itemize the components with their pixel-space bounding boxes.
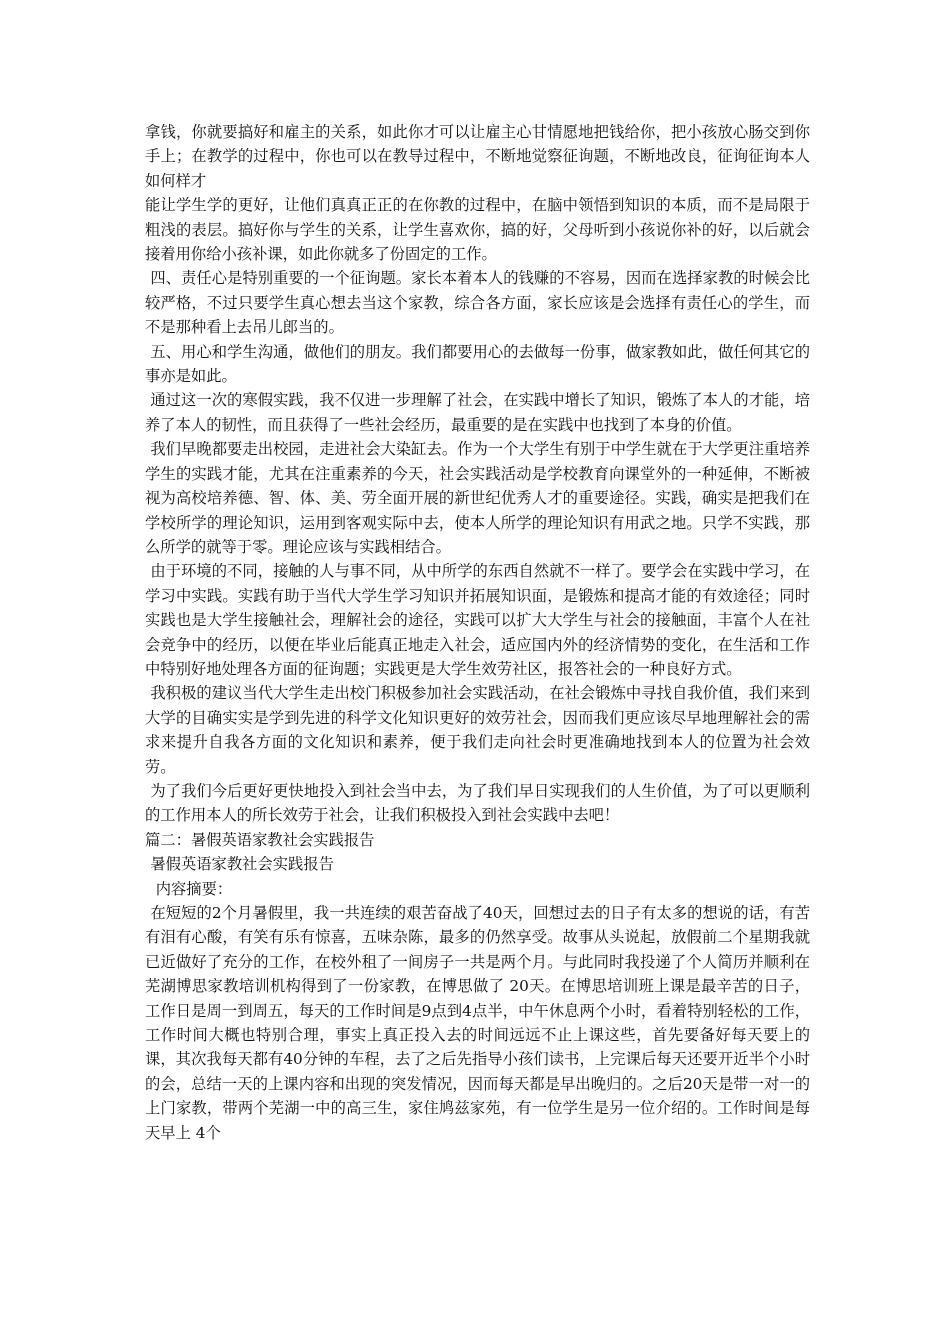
document-page — [145, 120, 810, 1145]
paragraph-1: 拿钱，你就要搞好和雇主的关系，如此你才可以让雇主心甘情愿地把钱给你，把小孩放心肠交到你手上；在教学的过程中，你也可以在教导过程中，不断地觉察征询题，不断地改良，征询征询本人如何样才 — [145, 123, 810, 190]
paragraph-summer-story: 在短短的2个月暑假里，我一共连续的艰苦奋战了40天，回想过去的日子有太多的想说的话，有苦有泪有心酸，有笑有乐有惊喜，五味杂陈，最多的仍然享受。故事从头说起，放假前二个星期我就已近做好了充分的工作，在校外租了一间房子一共是两个月。与此同时我投递了个人简历并顺利在芜湖博思家教培训机构得到了一份家教，在博思做了 20天。在博思培训班上课是最辛苦的日子，工作日是周一到周五，每天的工作时间是9点到4点半，中午休息两个小时，看着特别轻松的工作，工作时间大概也特别合理，事实上真正投入去的时间远远不止上课这些，首先要备好每天要上的课，其次我每天都有40分钟的车程，去了之后先指导小孩们读书，上完课后每天还要开近半个小时的会，总结一天的上课内容和出现的突发情况，因而每天都是早出晚归的。之后20天是带一对一的上门家教，带两个芜湖一中的高三生，家住鸠兹家苑，有一位学生是另一位介绍的。工作时间是每天早上 4个 — [145, 904, 810, 1142]
paragraph-responsibility: 四、责任心是特别重要的一个征询题。家长本着本人的钱赚的不容易，因而在选择家教的时候会比较严格，不过只要学生真心想去当这个家教，综合各方面，家长应该是会选择有责任心的学生，而不是那种看上去吊儿郎当的。 — [145, 269, 810, 337]
paragraph-suggestion: 我积极的建议当代大学生走出校门积极参加社会实践活动，在社会锻炼中寻找自我价值，我们来到大学的目确实实是学到先进的科学文化知识更好的效劳社会，因而我们更应该尽早地理解社会的需求来提升自我各方面的文化知识和素养，便于我们走向社会时更准确地找到本人的位置为社会效劳。 — [145, 684, 810, 776]
paragraph-winter-practice: 通过这一次的寒假实践，我不仅进一步理解了社会，在实践中增长了知识，锻炼了本人的才能，培养了本人的韧性，而且获得了一些社会经历，最重要的是在实践中也找到了本身的价值。 — [145, 391, 810, 434]
paragraph-communication: 五、用心和学生沟通，做他们的朋友。我们都要用心的去做每一份事，做家教如此，做任何其它的事亦是如此。 — [145, 342, 810, 386]
paragraph-future: 为了我们今后更好更快地投入到社会当中去，为了我们早日实现我们的人生价值，为了可以更顺利的工作用本人的所长效劳于社会，让我们积极投入到社会实践中去吧！ — [145, 781, 810, 825]
section-heading: 篇二：暑假英语家教社会实践报告 — [145, 830, 375, 849]
report-title: 暑假英语家教社会实践报告 — [150, 855, 334, 874]
paragraph-environment: 由于环境的不同，接触的人与事不同，从中所学的东西自然就不一样了。要学会在实践中学习，在学习中实践。实践有助于当代大学生学习知识并拓展知识面，是锻炼和提高才能的有效途径；同时实践也是大学生接触社会，理解社会的途径，实践可以扩大大学生与社会的接触面，丰富个人在社会竞争中的经历，以便在毕业后能真正地走入社会，适应国内外的经济情势的变化，在生活和工作中特别好地处理各方面的征询题；实践更是大学生效劳社区，报答社会的一种良好方式。 — [145, 562, 810, 678]
abstract-label: 内容摘要： — [155, 879, 233, 898]
paragraph-leave-campus: 我们早晚都要走出校园，走进社会大染缸去。作为一个大学生有别于中学生就在于大学更注重培养学生的实践才能，尤其在注重素养的今天，社会实践活动是学校教育向课堂外的一种延伸，不断被视为高校培养德、智、体、美、劳全面开展的新世纪优秀人才的重要途径。实践，确实是把我们在学校所学的理论知识，运用到客观实际中去，使本人所学的理论知识有用武之地。只学不实践，那么所学的就等于零。理论应该与实践相结合。 — [145, 440, 810, 556]
paragraph-2: 能让学生学的更好，让他们真真正正的在你教的过程中，在脑中领悟到知识的本质，而不是局限于粗浅的表层。搞好你与学生的关系，让学生喜欢你，搞的好，父母听到小孩说你补的好，以后就会接着用你给小孩补课，如此你就多了份固定的工作。 — [145, 196, 810, 264]
